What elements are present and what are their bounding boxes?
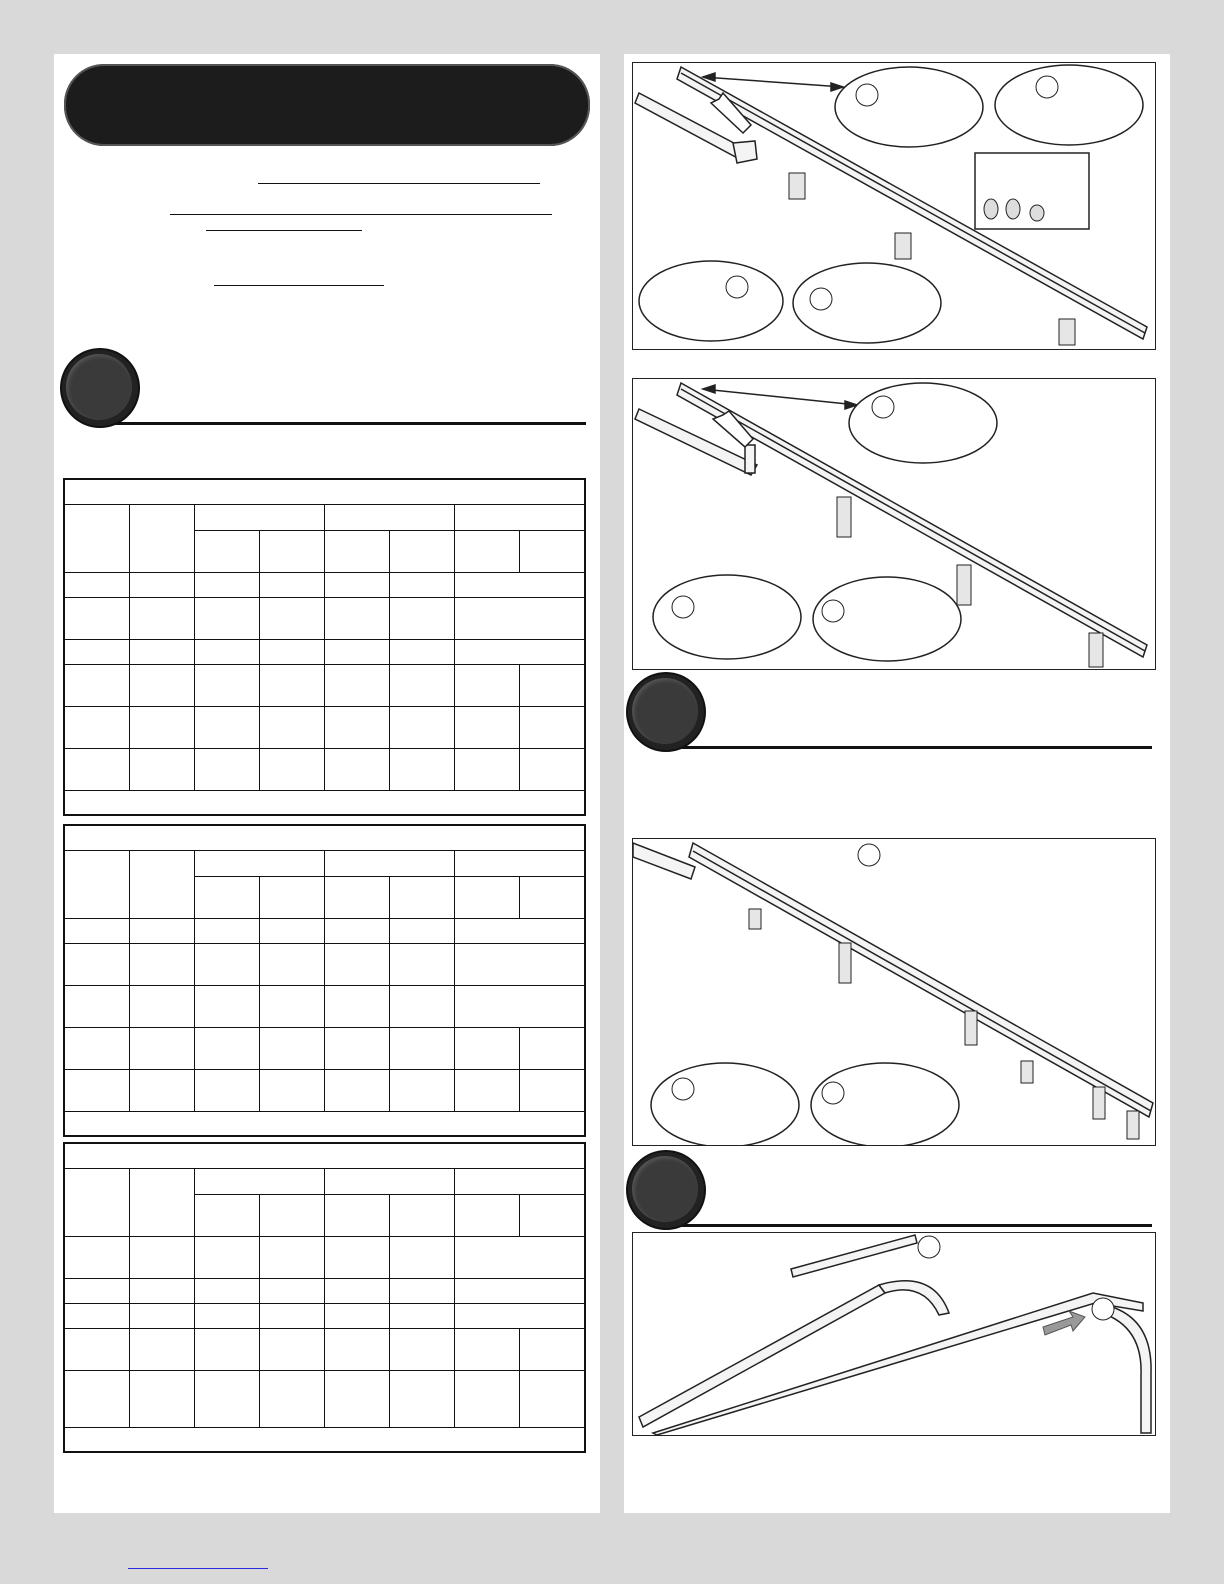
- spec-table-1: [63, 478, 586, 816]
- table-footnote-row: [64, 790, 585, 815]
- table-footnote-row: [64, 1427, 585, 1452]
- blank-line-1: [258, 183, 540, 184]
- detail-callout-f: [653, 575, 801, 659]
- table-footnote-row: [64, 1111, 585, 1136]
- blank-line-3: [206, 230, 362, 231]
- table-row: [64, 1328, 585, 1370]
- figure-rail-brackets-3: [632, 838, 1156, 1146]
- detail-callout-b: [995, 65, 1143, 145]
- table-row: [64, 597, 585, 639]
- table-row: [64, 1278, 585, 1303]
- figure-rail-brackets-2: [632, 378, 1156, 670]
- table-row: [64, 1069, 585, 1111]
- table-row: [64, 985, 585, 1027]
- figure-rail-brackets-1: [632, 62, 1156, 350]
- table-row: [64, 706, 585, 748]
- blank-line-4: [214, 285, 384, 286]
- arrow-icon: [703, 385, 857, 447]
- table-row: [64, 918, 585, 943]
- footer-link[interactable]: [128, 1568, 268, 1569]
- step-badge-2: [628, 674, 1152, 750]
- table-row: [64, 664, 585, 706]
- blank-line-2: [170, 214, 552, 215]
- rail-icon: [639, 1235, 1151, 1435]
- right-page: [624, 54, 1170, 1513]
- detail-callout-h: [651, 1063, 799, 1145]
- table-row: [64, 1027, 585, 1069]
- section-header: [64, 64, 590, 146]
- step-badge-3: [628, 1152, 1152, 1228]
- table-row: [64, 1370, 585, 1427]
- spec-table-3: [63, 1142, 586, 1453]
- detail-callout-c: [639, 261, 783, 341]
- detail-callout-a: [835, 67, 983, 147]
- table-row: [64, 1236, 585, 1278]
- table-title-row: [64, 479, 585, 504]
- table-row: [64, 572, 585, 597]
- table-row: [64, 639, 585, 664]
- step-number-circle: [62, 350, 138, 426]
- left-page: [54, 54, 600, 1513]
- spec-table-2: [63, 824, 586, 1137]
- table-row: [64, 1303, 585, 1328]
- table-row: [64, 748, 585, 790]
- step-number-circle: [628, 1152, 704, 1228]
- table-title-row: [64, 1143, 585, 1168]
- detail-callout-e: [849, 383, 997, 463]
- figure-curved-rail: [632, 1232, 1156, 1436]
- table-row: [64, 943, 585, 985]
- step-badge-1: [62, 350, 586, 426]
- step-number-circle: [628, 674, 704, 750]
- table-title-row: [64, 825, 585, 850]
